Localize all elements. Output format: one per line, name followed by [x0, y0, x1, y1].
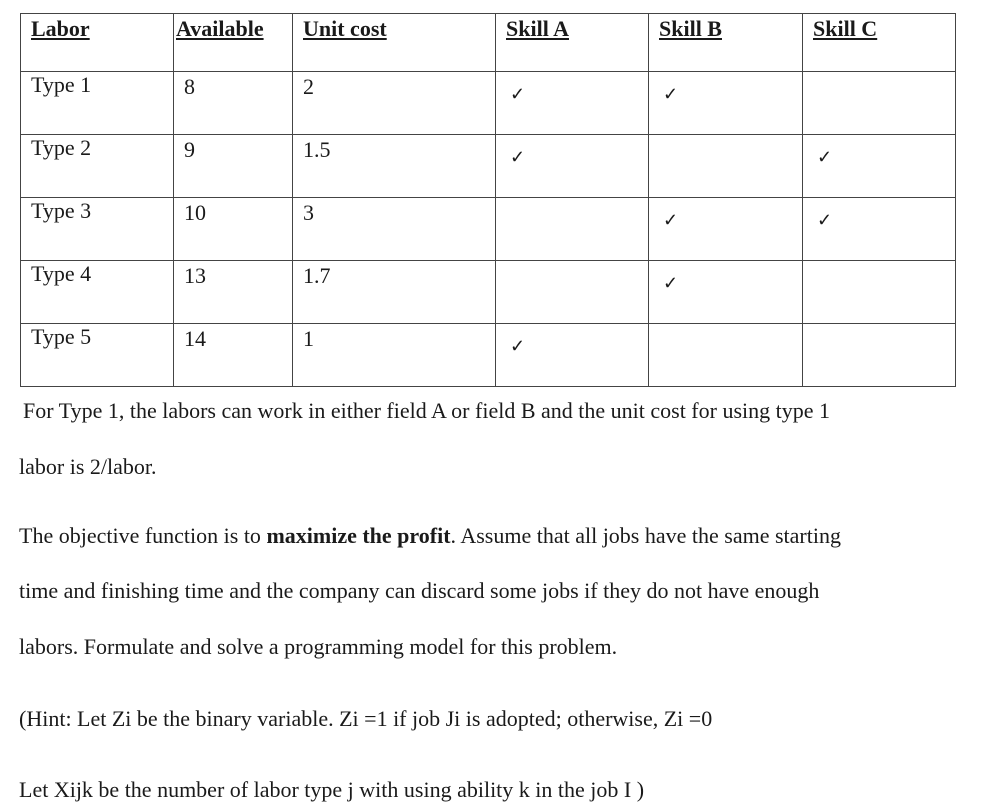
cell-available: 9	[174, 135, 293, 198]
hint-line1: (Hint: Let Zi be the binary variable. Zi =1 if job Ji is adopted; otherwise, Zi =0	[19, 706, 713, 731]
cell-available: 14	[174, 324, 293, 387]
cell-labor: Type 4	[21, 261, 174, 324]
header-skill-b: Skill B	[649, 14, 803, 72]
cell-skill-a	[496, 261, 649, 324]
header-skill-c: Skill C	[803, 14, 956, 72]
cell-skill-a: ✓	[496, 324, 649, 387]
table-header-row	[21, 14, 956, 72]
cell-skill-b: ✓	[649, 198, 803, 261]
cell-available: 8	[174, 72, 293, 135]
cell-unit-cost: 2	[293, 72, 496, 135]
paragraph-objective-line3: labors. Formulate and solve a programming model for this problem.	[19, 634, 618, 659]
cell-unit-cost: 1	[293, 324, 496, 387]
cell-skill-c: ✓	[803, 198, 956, 261]
table-row	[21, 324, 956, 387]
cell-unit-cost: 1.7	[293, 261, 496, 324]
paragraph-type1-line1: For Type 1, the labors can work in either field A or field B and the unit cost for using type 1	[23, 398, 831, 423]
table-row	[21, 135, 956, 198]
cell-labor: Type 2	[21, 135, 174, 198]
cell-skill-c	[803, 261, 956, 324]
cell-labor: Type 5	[21, 324, 174, 387]
cell-skill-a: ✓	[496, 135, 649, 198]
header-skill-a: Skill A	[496, 14, 649, 72]
cell-skill-a: ✓	[496, 72, 649, 135]
cell-skill-b: ✓	[649, 261, 803, 324]
paragraph-type1-line2: labor is 2/labor.	[19, 454, 157, 479]
header-unit-cost: Unit cost	[293, 14, 496, 72]
paragraph-objective-line2: time and finishing time and the company can discard some jobs if they do not have enough	[19, 578, 820, 603]
cell-skill-a	[496, 198, 649, 261]
cell-skill-c	[803, 72, 956, 135]
cell-labor: Type 3	[21, 198, 174, 261]
header-labor: Labor	[21, 14, 174, 72]
cell-labor: Type 1	[21, 72, 174, 135]
cell-unit-cost: 3	[293, 198, 496, 261]
cell-skill-b	[649, 324, 803, 387]
table-row	[21, 72, 956, 135]
cell-skill-c: ✓	[803, 135, 956, 198]
table-row	[21, 261, 956, 324]
labor-table	[20, 13, 956, 387]
cell-skill-b: ✓	[649, 72, 803, 135]
hint-line2: Let Xijk be the number of labor type j with using ability k in the job I )	[19, 777, 645, 802]
cell-unit-cost: 1.5	[293, 135, 496, 198]
table-row	[21, 198, 956, 261]
objective-text-post: . Assume that all jobs have the same starting	[450, 523, 841, 548]
cell-skill-c	[803, 324, 956, 387]
objective-emphasis: maximize the profit	[266, 523, 451, 548]
header-available: Available	[174, 14, 293, 72]
cell-skill-b	[649, 135, 803, 198]
cell-available: 13	[174, 261, 293, 324]
paragraph-objective-line1	[19, 523, 841, 549]
objective-text-pre: The objective function is to	[19, 523, 267, 548]
cell-available: 10	[174, 198, 293, 261]
